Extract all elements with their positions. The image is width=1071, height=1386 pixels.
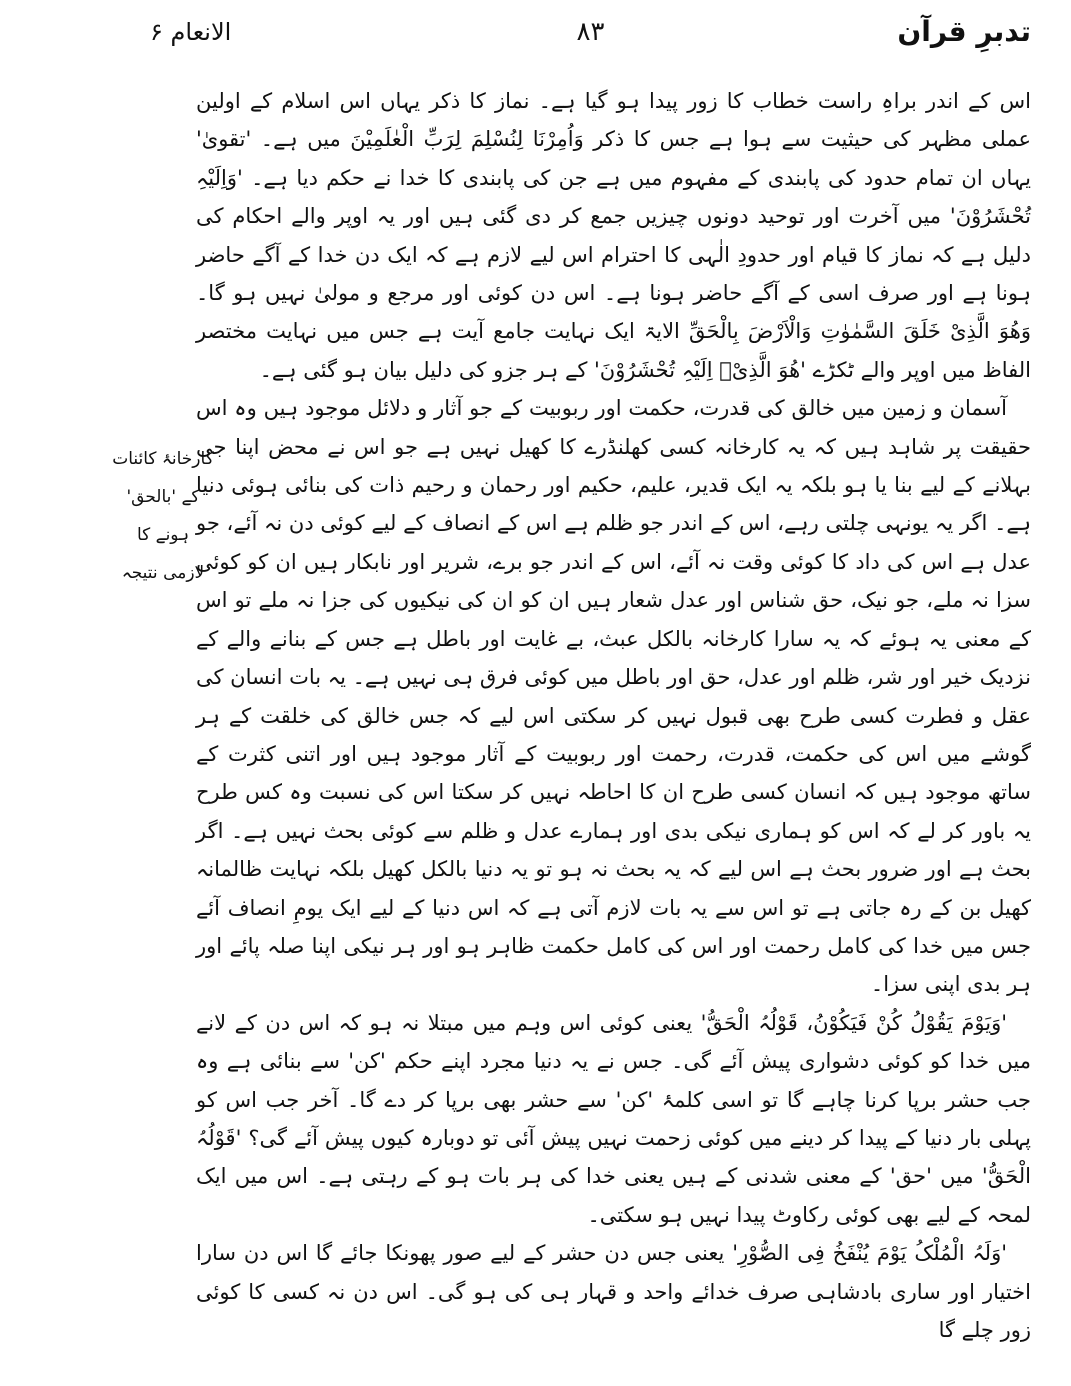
surah-name: الانعام ۶ xyxy=(150,18,232,46)
page-number: ۸۳ xyxy=(576,17,605,47)
body-text xyxy=(196,82,1031,1382)
paragraph: اس کے اندر براہِ راست خطاب کا زور پیدا ہو گیا ہے۔ نماز کا ذکر یہاں اس اسلام کے اولین عملی مظہر کی حیثیت سے ہوا ہے جس کا ذکر وَاُمِرْنَا لِنُسْلِمَ لِرَبِّ الْعٰلَمِیْنَ میں ہے۔ 'تقویٰ' یہاں ان تمام حدود کی پابندی کے مفہوم میں ہے جن کی پابندی کا خدا نے حکم دیا ہے۔ 'وَاِلَیْہِ تُحْشَرُوْنَ' میں آخرت اور توحید دونوں چیزیں جمع کر دی گئی ہیں اور یہ اوپر والے احکام کی دلیل ہے کہ نماز کا قیام اور حدودِ الٰہی کا احترام اس لیے لازم ہے کہ ایک دن خدا کے آگے حاضر ہونا ہے اور صرف اسی کے آگے حاضر ہونا ہے۔ اس دن کوئی اور مرجع و مولیٰ نہیں ہو گا۔ وَھُوَ الَّذِیْ خَلَقَ السَّمٰوٰتِ وَالْاَرْضَ بِالْحَقِّ الایۃ ایک نہایت جامع آیت ہے جس میں نہایت مختصر الفاظ میں اوپر والے ٹکڑے 'ھُوَ الَّذِیْۤ اِلَیْہِ تُحْشَرُوْنَ' کے ہر جزو کی دلیل بیان ہو گئی ہے۔ xyxy=(196,89,1031,382)
book-title: تدبرِ قرآن xyxy=(897,15,1031,48)
paragraph: 'وَلَہُ الْمُلْکُ یَوْمَ یُنْفَخُ فِی الصُّوْرِ' یعنی جس دن حشر کے لیے صور پھونکا جائے گا اس دن سارا اختیار اور ساری بادشاہی صرف خدائے واحد و قہار ہی کی ہو گی۔ اس دن نہ کسی کا کوئی زور چلے گا xyxy=(196,1241,1031,1342)
margin-note-line: لازمی نتیجہ xyxy=(121,563,205,583)
margin-note-line: ہونے کا xyxy=(136,525,190,545)
paragraph: آسمان و زمین میں خالق کی قدرت، حکمت اور ربوبیت کے جو آثار و دلائل موجود ہیں وہ اس حقیقت پر شاہد ہیں کہ یہ کارخانہ کسی کھلنڈرے کا کھیل نہیں ہے جو اس نے محض اپنا جی بہلانے کے لیے بنا یا ہو بلکہ یہ ایک قدیر، علیم، حکیم اور رحمان و رحیم ذات کی بنائی ہوئی دنیا ہے۔ اگر یہ یونہی چلتی رہے، اس کے اندر جو ظلم ہے اس کے انصاف کے لیے کوئی دن نہ آئے، جو عدل ہے اس کی داد کا کوئی وقت نہ آئے، اس کے اندر جو برے، شریر اور نابکار ہیں ان کو کوئی سزا نہ ملے، جو نیک، حق شناس اور عدل شعار ہیں ان کو ان کی نیکیوں کی جزا نہ ملے تو اس کے معنی یہ ہوئے کہ یہ سارا کارخانہ بالکل عبث، بے غایت اور باطل ہے جس کے بنانے والے کے نزدیک خیر اور شر، ظلم اور عدل، حق اور باطل میں کوئی فرق ہی نہیں ہے۔ یہ بات انسان کی عقل و فطرت کسی طرح بھی قبول نہیں کر سکتی اس لیے کہ جس خالق کی خلقت کے ہر گوشے میں اس کی حکمت، قدرت، رحمت اور ربوبیت کے آثار موجود ہیں اور اتنی کثرت کے ساتھ موجود ہیں کہ انسان کسی طرح ان کا احاطہ نہیں کر سکتا اس کی نسبت وہ کس طرح یہ باور کر لے کہ اس کو ہماری نیکی بدی اور ہمارے عدل و ظلم سے کوئی بحث نہیں ہے۔ اگر بحث ہے اور ضرور بحث ہے اس لیے کہ یہ بحث نہ ہو تو یہ دنیا بالکل کھیل بلکہ نہایت ظالمانہ کھیل بن کے رہ جاتی ہے تو اس سے یہ بات لازم آتی ہے کہ اس دنیا کے لیے ایک یومِ انصاف آئے جس میں خدا کی کامل رحمت اور اس کی کامل حکمت ظاہر ہو اور ہر نیکی اپنا صلہ پائے اور ہر بدی اپنی سزا۔ xyxy=(196,396,1031,997)
paragraph: 'وَیَوْمَ یَقُوْلُ کُنْ فَیَکُوْنُ، قَوْلُہُ الْحَقُّ' یعنی کوئی اس وہم میں مبتلا نہ ہو کہ اس دن کے لانے میں خدا کو کوئی دشواری پیش آئے گی۔ جس نے یہ دنیا مجرد اپنے حکم 'کن' سے بنائی ہے وہ جب حشر برپا کرنا چاہے گا تو اسی کلمۂ 'کن' سے حشر بھی برپا کر دے گا۔ آخر جب اس کو پہلی بار دنیا کے پیدا کر دینے میں کوئی زحمت نہیں پیش آئی تو دوبارہ کیوں پیش آئے گی؟ 'قَوْلُہُ الْحَقُّ' میں 'حق' کے معنی شدنی کے ہیں یعنی خدا کی ہر بات ہو کے رہتی ہے۔ اس میں ایک لمحہ کے لیے بھی کوئی رکاوٹ پیدا نہیں ہو سکتی۔ xyxy=(196,1010,1031,1227)
margin-note-line: کے 'بالحق' xyxy=(126,487,200,507)
margin-note-line: کارخانۂ کائنات xyxy=(112,449,214,469)
page-header xyxy=(150,8,1031,56)
